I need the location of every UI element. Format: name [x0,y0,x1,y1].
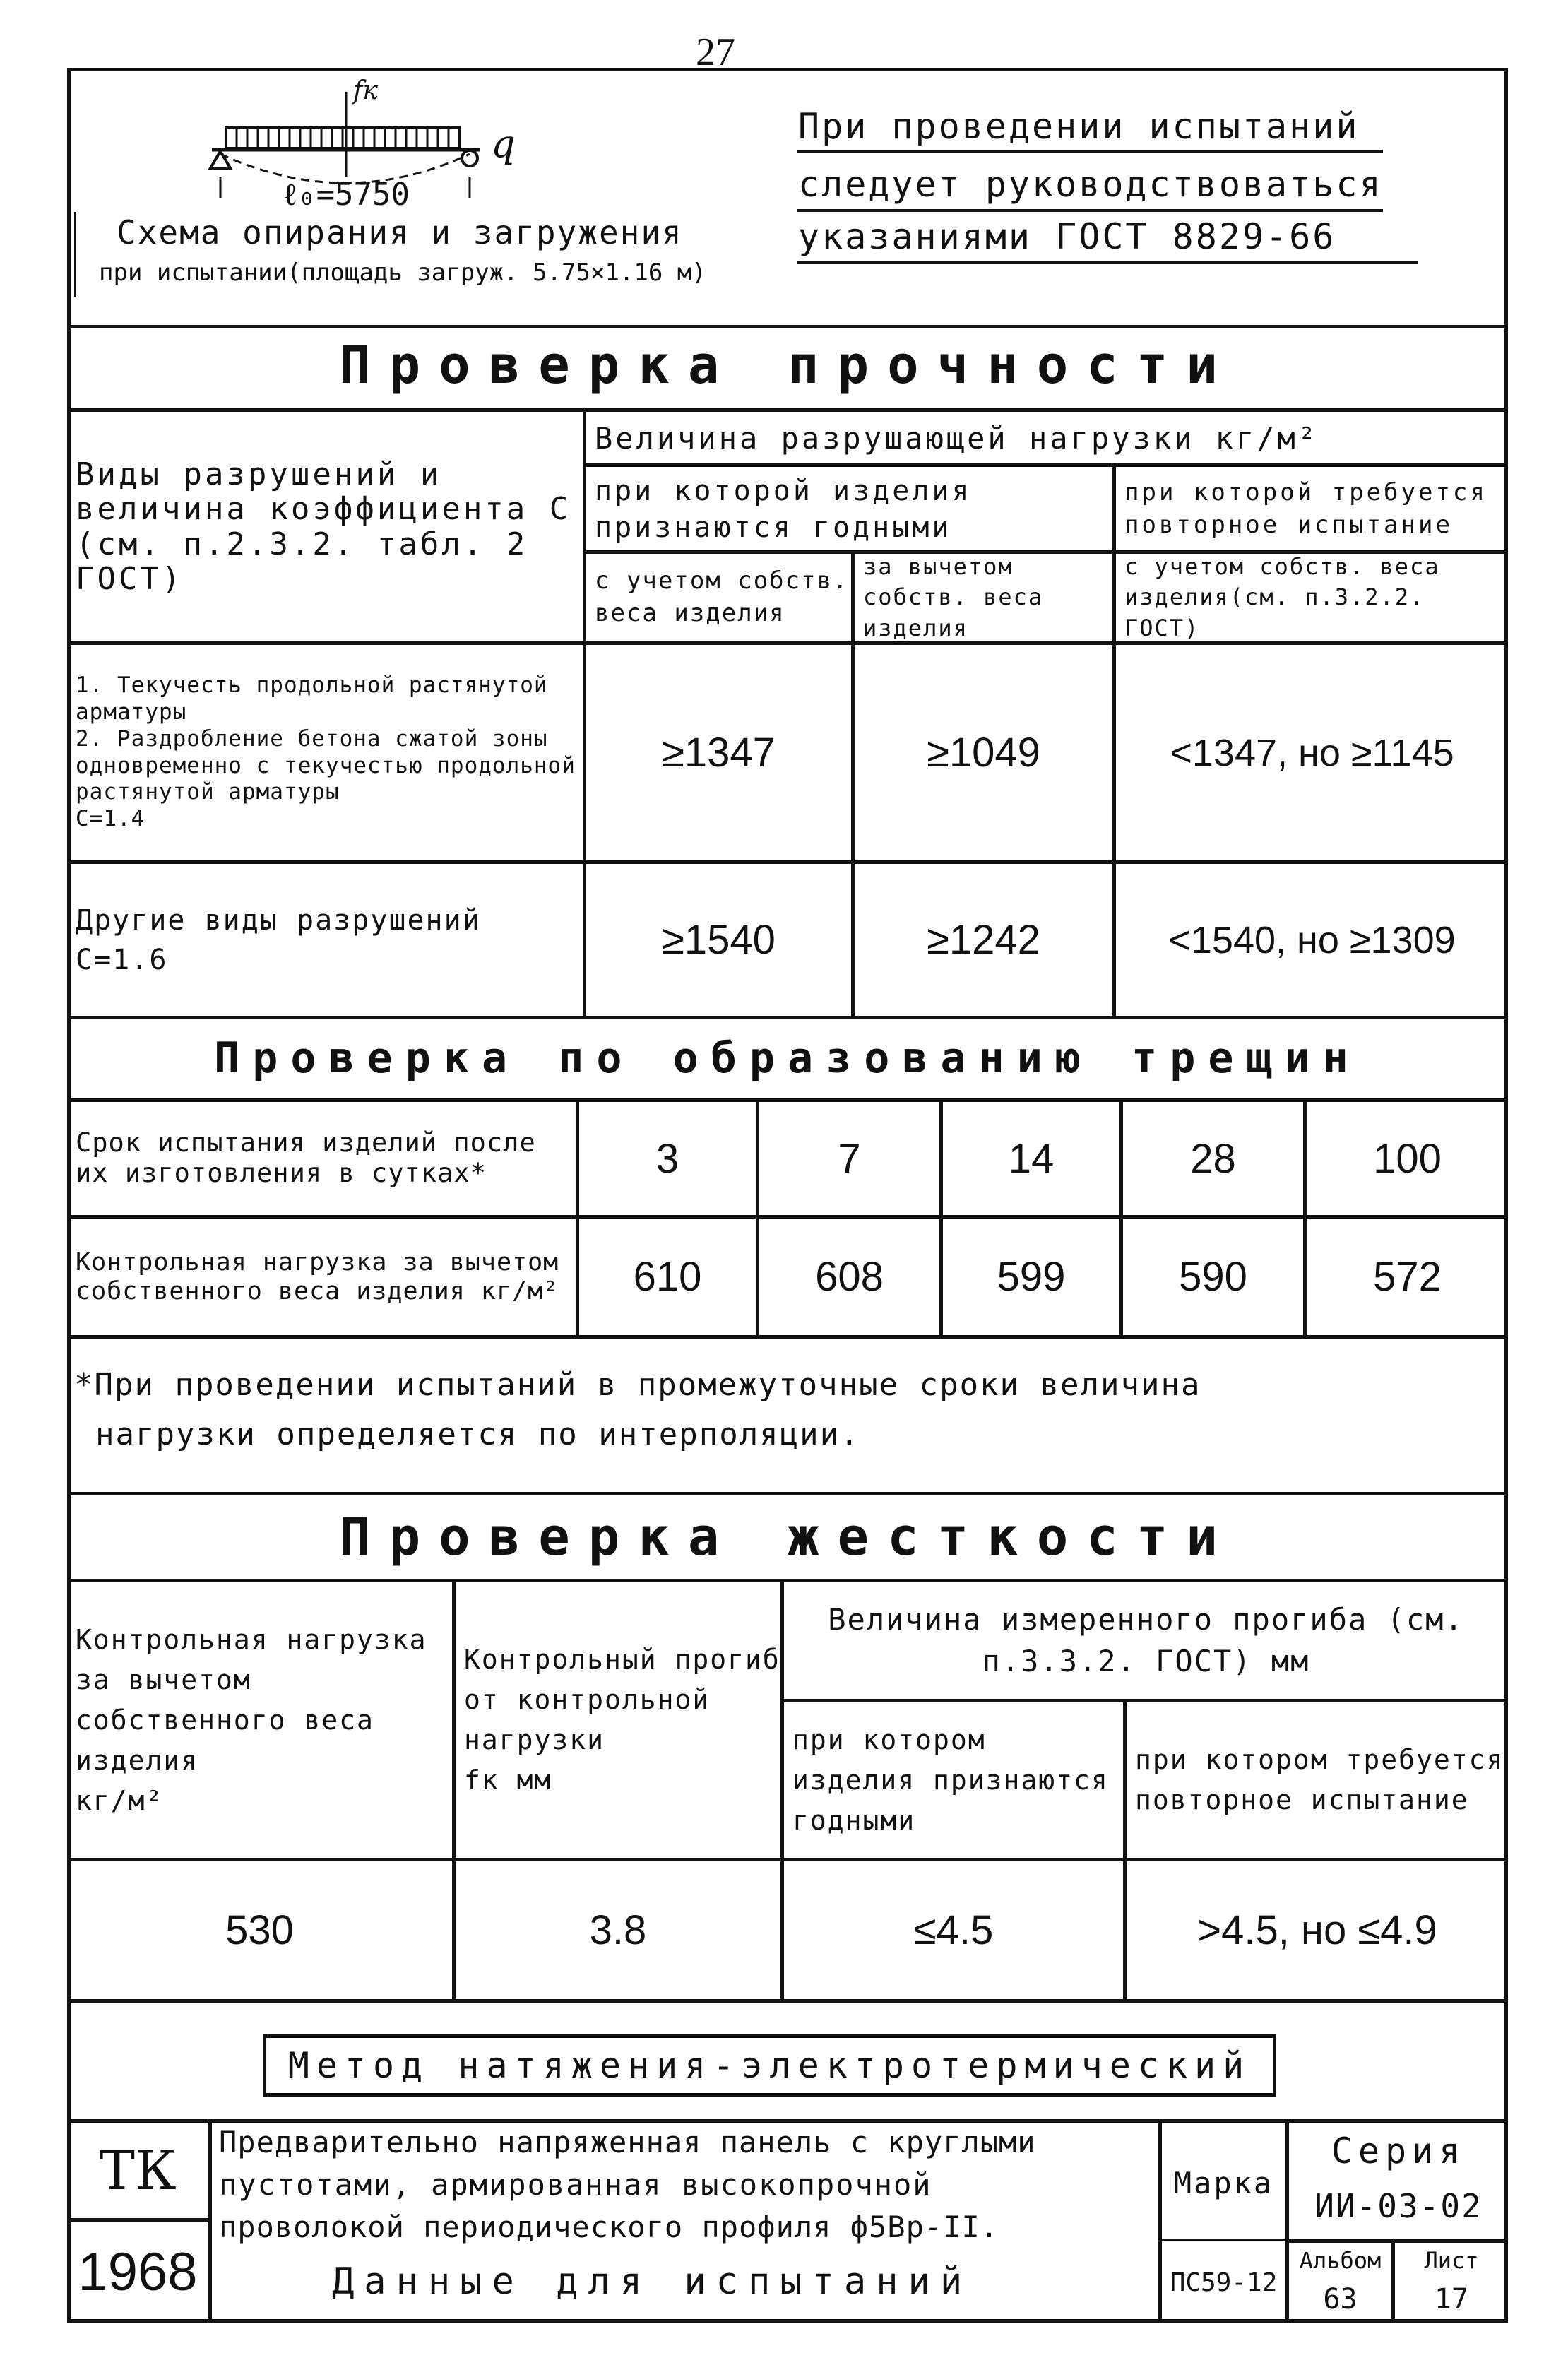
rule [1303,1098,1307,1339]
album-value: 63 [1323,2283,1358,2316]
rule [452,1579,456,2003]
cracks-row-2-label: Контрольная нагрузка за вычетом собственного веса изделия кг/м² [76,1248,559,1305]
cracks-day-3: 14 [1008,1135,1055,1182]
strength-good-header: при которой изделия признаются годными [595,475,972,544]
strength-row-1-without-weight: ≥1049 [927,730,1040,776]
strength-sub-without-weight: за вычетом собств. веса изделия [863,553,1044,641]
strength-col-left-header: Виды разрушений и величина коэффициента С (см. п.2.3.2. табл. 2 ГОСТ) [76,456,571,597]
cracks-load-2: 608 [815,1254,884,1300]
sheet-value: 17 [1434,2283,1469,2316]
rule [67,1215,1508,1219]
cracks-row-1-label: Срок испытания изделий после их изготовления в сутках* [76,1127,536,1188]
scheme-caption-2: при испытании(площадь загруж. 5.75×1.16 м) [99,259,706,287]
deflection-symbol: fк [353,76,378,105]
rule [67,1335,1508,1339]
rule [583,408,586,1016]
marka-label: Марка [1173,2165,1274,2200]
description-line-4: Данные для испытаний [332,2260,973,2303]
org-label: ТК [99,2139,177,2202]
strength-row-2-without-weight: ≥1242 [927,917,1040,963]
strength-row-1-with-weight: ≥1347 [662,730,776,776]
span-label: ℓ₀=5750 [283,177,410,213]
scheme-bracket [74,212,76,297]
album-label: Альбом [1299,2247,1382,2274]
cracks-load-4: 590 [1179,1254,1247,1300]
stiffness-col1-header: Контрольная нагрузка за вычетом собственного веса изделия кг/м² [76,1623,427,1816]
cracks-day-5: 100 [1373,1135,1442,1182]
stiffness-value-retest: >4.5, но ≤4.9 [1197,1907,1437,1953]
load-symbol: q [491,121,516,166]
stiffness-value-deflection: 3.8 [589,1907,647,1953]
cracks-title: Проверка по образованию трещин [214,1033,1361,1083]
cracks-load-5: 572 [1373,1254,1442,1300]
strength-row-2-with-weight: ≥1540 [662,917,776,963]
scheme-caption-1: Схема опирания и загружения [117,213,683,251]
note-line-2: следует руководствоваться [798,164,1383,205]
rule [1123,1699,1127,2003]
strength-sub-retest: с учетом собств. веса изделия(см. п.3.2.2. ГОСТ) [1124,553,1440,641]
cracks-day-4: 28 [1190,1135,1236,1182]
strength-load-header: Величина разрушающей нагрузки кг/м² [595,421,1319,456]
rule [67,1999,1508,2003]
cracks-load-3: 599 [997,1254,1066,1300]
rule [208,2119,212,2323]
rule [1162,2239,1285,2241]
rule [939,1098,943,1339]
strength-row-1-retest: <1347, но ≥1145 [1170,731,1454,774]
stiffness-col3b-header: при котором требуется повторное испытание [1135,1744,1504,1815]
cracks-day-1: 3 [655,1135,679,1182]
rule [756,1098,759,1339]
series-value: ИИ-03-02 [1314,2186,1483,2225]
note-line-1: При проведении испытаний [798,106,1360,147]
stiffness-value-load: 530 [225,1907,294,1953]
sheet-label: Лист [1424,2247,1479,2274]
stiffness-col3a-header: при котором изделия признаются годными [792,1724,1109,1836]
rule [1112,463,1116,1016]
cracks-footnote-2: нагрузки определяется по интерполяции. [95,1416,860,1452]
stiffness-col3-header: Величина измеренного прогиба (см. п.3.3.2. ГОСТ) мм [828,1601,1464,1678]
stiffness-title: Проверка жесткости [339,1507,1236,1567]
description-line-2: пустотами, армированная высокопрочной [219,2167,932,2202]
note-underline-3 [797,261,1418,264]
stiffness-value-good: ≤4.5 [913,1907,994,1953]
method-box: Метод натяжения-электротермический [263,2034,1276,2097]
stiffness-col2-header: Контрольный прогиб от контрольной нагрузки fк мм [464,1644,780,1796]
note-underline-2 [797,209,1383,212]
cracks-footnote-1: *При проведении испытаний в промежуточные сроки величина [74,1367,1201,1403]
note-underline-1 [797,150,1383,153]
description-line-3: проволокой периодического профиля ф5Вр-II. [219,2210,999,2244]
note-line-3: указаниями ГОСТ 8829-66 [798,216,1336,257]
rule [780,1579,784,2003]
cracks-load-1: 610 [633,1254,702,1300]
rule [851,550,855,1016]
page-number: 27 [696,30,735,74]
cracks-day-2: 7 [838,1135,861,1182]
year-label: 1968 [78,2242,198,2302]
strength-row-2-retest: <1540, но ≥1309 [1168,918,1456,961]
strength-title: Проверка прочности [339,335,1236,396]
series-label: Серия [1331,2130,1466,2171]
strength-row-1-label: 1. Текучесть продольной растянутой арматуры 2. Раздробление бетона сжатой зоны одновременно с текучестью продольной растянутой арматуры С=1.4 [76,672,576,832]
description-line-1: Предварительно напряженная панель с круглыми [219,2125,1036,2159]
marka-value: ПС59-12 [1170,2268,1278,2297]
strength-retest-header: при которой требуется повторное испытание [1124,478,1487,539]
rule [576,1098,579,1339]
rule [1119,1098,1123,1339]
strength-sub-with-weight: с учетом собств. веса изделия [595,567,849,627]
strength-row-2-label: Другие виды разрушений С=1.6 [76,903,481,976]
